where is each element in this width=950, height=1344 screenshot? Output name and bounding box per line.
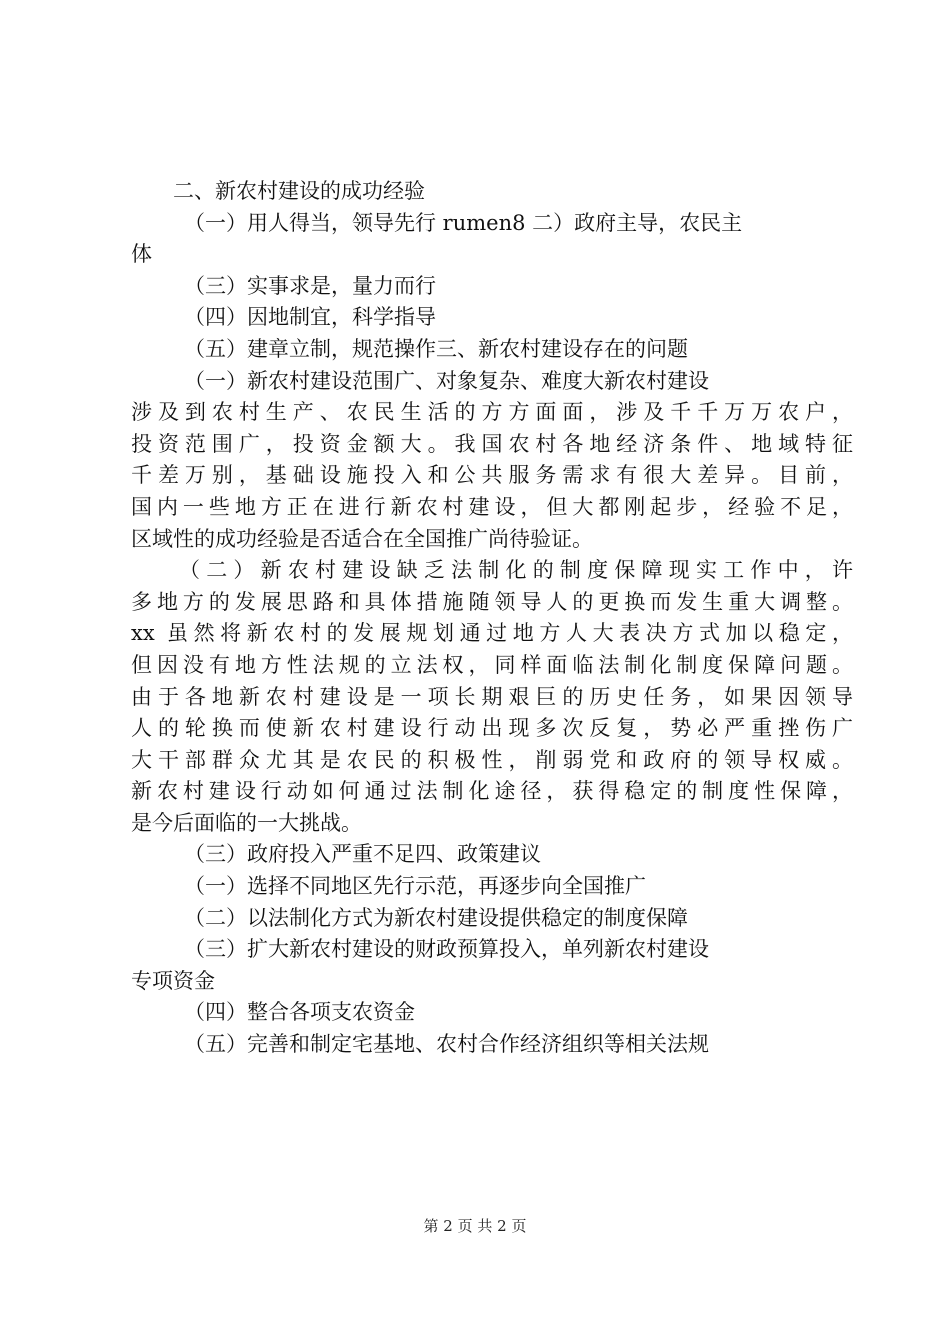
text-line: 专项资金: [131, 968, 215, 993]
text-line: （一）新农村建设范围广、对象复杂、难度大新农村建设: [184, 368, 709, 393]
text-line: 二、新农村建设的成功经验: [173, 179, 425, 203]
text-line: 投资范围广，投资金额大。我国农村各地经济条件、地域特征: [131, 431, 853, 456]
text-line: （一）用人得当，领导先行 rumen8 二）政府主导，农民主: [184, 210, 743, 235]
text-line: （五）建章立制，规范操作三、新农村建设存在的问题: [184, 336, 688, 361]
text-line: 区域性的成功经验是否适合在全国推广尚待验证。: [131, 526, 593, 551]
text-line: 是今后面临的一大挑战。: [131, 810, 362, 835]
text-line: （三）政府投入严重不足四、政策建议: [184, 842, 541, 867]
text-line: （五）完善和制定宅基地、农村合作经济组织等相关法规: [184, 1032, 709, 1057]
text-line: 涉及到农村生产、农民生活的方方面面，涉及千千万万农户，: [131, 400, 853, 425]
text-line: （三）实事求是，量力而行: [184, 273, 436, 298]
text-line: （三）扩大新农村建设的财政预算投入，单列新农村建设: [184, 937, 709, 962]
text-line: 多地方的发展思路和具体措施随领导人的更换而发生重大调整。: [131, 589, 853, 614]
text-line: （二）新农村建设缺乏法制化的制度保障现实工作中，许: [179, 558, 853, 583]
document-body: [131, 176, 853, 1061]
text-line: （一）选择不同地区先行示范，再逐步向全国推广: [184, 874, 646, 899]
text-line: xx 虽然将新农村的发展规划通过地方人大表决方式加以稳定，: [131, 621, 853, 646]
text-line: （四）整合各项支农资金: [184, 1000, 415, 1025]
text-line: 人的轮换而使新农村建设行动出现多次反复，势必严重挫伤广: [131, 716, 853, 741]
text-line: （四）因地制宜，科学指导: [184, 305, 436, 330]
page-footer: [0, 1215, 950, 1236]
text-line: 国内一些地方正在进行新农村建设，但大都刚起步，经验不足，: [131, 494, 853, 519]
text-line: 由于各地新农村建设是一项长期艰巨的历史任务，如果因领导: [131, 684, 853, 709]
text-line: 新农村建设行动如何通过法制化途径，获得稳定的制度性保障，: [131, 779, 853, 804]
text-line: 但因没有地方性法规的立法权，同样面临法制化制度保障问题。: [131, 652, 853, 677]
text-line: 千差万别，基础设施投入和公共服务需求有很大差异。目前，: [131, 463, 853, 488]
text-line: （二）以法制化方式为新农村建设提供稳定的制度保障: [184, 905, 688, 930]
page-number-label: 第 2 页 共 2 页: [423, 1217, 527, 1235]
text-line: 体: [131, 242, 152, 267]
text-line: 大干部群众尤其是农民的积极性，削弱党和政府的领导权威。: [131, 747, 853, 772]
